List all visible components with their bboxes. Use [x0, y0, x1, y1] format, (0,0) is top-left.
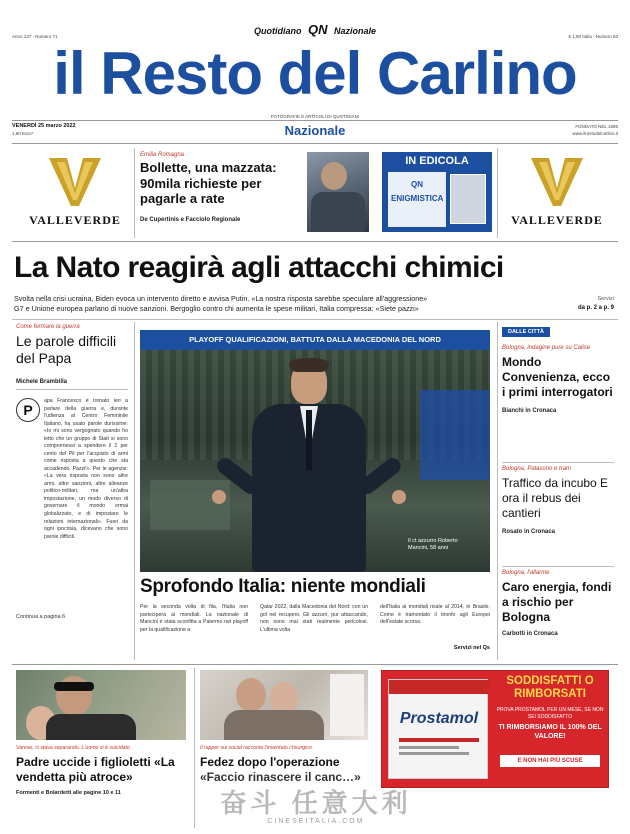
fedez-story[interactable] [200, 745, 370, 784]
main-summary-2: G7 e Unione europea parlano di nuove sanzioni. Bergoglio contro chi aumenta le spese militari, Italia compressa: «Siete pazzi» [14, 304, 419, 313]
varese-category: Varese, si stava separando. L'uomo si è suicidato [16, 745, 130, 751]
mancini-photo [140, 350, 490, 572]
varese-story[interactable] [16, 745, 191, 796]
right-story-3-category: Bologna, l'allarme [502, 570, 550, 576]
right-story-1-byline: Bianchi in Cronaca [502, 408, 557, 414]
photo-caption: Il ct azzurro Roberto Mancini, 58 anni [408, 538, 458, 552]
tagline: FOTOGRAFIE E ARTICOLI DI QUOTIDIANI [270, 114, 360, 119]
main-refs: da p. 2 a p. 9 [577, 305, 614, 311]
right-story-3-headline: Caro energia, fondi a rischio per Bologna [502, 580, 612, 624]
right-story-2-headline: Traffico da incubo E ora il rebus dei cantieri [502, 476, 609, 520]
right-story-2-byline: Rosato in Cronaca [502, 529, 556, 535]
watermark [210, 788, 422, 825]
watermark-text: 奋斗 任意大利 [220, 788, 412, 818]
ad-banner: SODDISFATTI O RIMBORSATI [506, 675, 594, 700]
masthead-title: il Resto del Carlino [53, 40, 577, 107]
fedez-headline: Fedez dopo l'operazione [200, 755, 340, 769]
varese-photo [16, 670, 186, 740]
teaser-photo [307, 152, 369, 232]
playoff-banner: PLAYOFF QUALIFICAZIONI, BATTUTA DALLA MACEDONIA DEL NORD [140, 330, 490, 350]
main-summary-1: Svolta nella crisi ucraina, Biden evoca un intervento diretto e avvisa Putin. «La nostra risposta sarebbe speculare all'aggressione» [14, 294, 428, 303]
left-column-editorial[interactable] [16, 324, 128, 620]
italia-col-3: dell'Italia ai mondiali risale al 2014, in Brasile. Come è tramontato il trionfo agli Europei dell'estate scorsa. [380, 604, 490, 626]
price-info: € 1,80 Italia - Numero 83 [568, 34, 618, 39]
right-story-3-byline: Carbotti in Cronaca [502, 631, 558, 637]
valleverde-ad-right[interactable] [502, 150, 612, 235]
quotidiano-label: Quotidiano [253, 26, 302, 36]
main-headline[interactable]: La Nato reagirà agli attacchi chimici [14, 251, 504, 284]
varese-headline: Padre uccide i figlioletti «La vendetta più atroce» [16, 755, 175, 784]
valleverde-logo-icon [45, 154, 105, 209]
fedez-subline: «Faccio rinascere il canc…» [200, 769, 361, 784]
prostamol-box [388, 679, 488, 779]
nazionale-label: Nazionale [334, 26, 377, 36]
right-story-2[interactable] [502, 466, 614, 535]
italia-col-2: Qatar 2022, dalla Macedonia del Nord: con un gol nel recupero. Gli azzurri, pur attaccando, non sono mai stati realmente pericolosi. L'ultima volta [260, 604, 368, 633]
ad-text-3: E NON HAI PIÙ SCUSE [500, 755, 600, 767]
main-refs-label: Servizi [597, 296, 614, 302]
founded-label: FONDATO NEL 1885 [575, 124, 618, 129]
edicola-product: QN ENIGMISTICA [388, 172, 446, 227]
italia-headline[interactable]: Sprofondo Italia: niente mondiali [140, 576, 426, 597]
magazine-cover-icon [450, 174, 486, 224]
issue-date: VENERDÌ 25 marzo 2022 [12, 123, 76, 129]
prostamol-brand: Prostamol [399, 710, 479, 727]
edition-label: Nazionale [284, 123, 346, 138]
masthead-topline [0, 22, 630, 37]
teaser-story[interactable] [140, 152, 305, 223]
ad-text-1: PROVA PROSTAMOL PER UN MESE, SE NON SEI SODDISFATTO [496, 707, 604, 720]
website-label: www.ilrestodelcarlino.it [572, 131, 618, 136]
editorial-author: Michele Brambilla [16, 379, 68, 385]
valleverde-ad-left[interactable] [20, 150, 130, 235]
qn-logo: QN [307, 22, 328, 37]
valleverde-brand-right: VALLEVERDE [511, 213, 603, 227]
fedez-category: Il rapper sui social racconta l'inventato chirurgico [200, 745, 312, 751]
edicola-label: IN EDICOLA [405, 155, 469, 167]
right-story-1[interactable] [502, 345, 614, 414]
editorial-continue[interactable]: Continua a pagina 6 [16, 614, 66, 620]
right-story-1-headline: Mondo Convenienza, ecco i primi interrogatori [502, 355, 613, 399]
right-story-2-category: Bologna, Palasorio e tram [502, 466, 572, 472]
teaser-category: Emilia Romagna [140, 152, 185, 158]
issue-number: Anno 137 - Numero 71 [12, 34, 58, 39]
editorial-body: apa Francesco è tornato ieri a parlare della guerra e, durante l'udienza al Centro Femminile Italiano, ha usato parole durissime: «Io mi sono vergognato quando ho letto che un gruppo di Stati si sono compromessi a spendere il 2 per cento del Pil per l'acquisto di armi come risposta a questo che sta accadendo. Pazzi!». Per le agenzie: «La vera risposta non sono altre armi, altre sanzioni, altre alleanze politico-militari, ma un'altra impostazione, un modo diverso di governare il mondo ormai globalizzato, e di impostare le relazioni internazionali». Fuori da ogni ipocrisia, dicevano che sono parole difficili. [44, 398, 128, 540]
teaser-byline: De Cupertinis e Facciolo Regionale [140, 216, 241, 223]
prostamol-ad[interactable] [381, 670, 609, 788]
valleverde-brand-left: VALLEVERDE [29, 213, 121, 227]
fedez-photo [200, 670, 368, 740]
dalle-citta-tag: DALLE CITTÀ [502, 327, 550, 337]
watermark-sub: CINESEITALIA.COM [267, 818, 365, 825]
italia-col-1: Per la seconda volta di fila, l'Italia non parteciperà ai mondiali. La nazionale di Mancini è stata sconfitta a Palermo nel playoff per la qualificazione a [140, 604, 248, 633]
italia-refs[interactable]: Servizi nel Qs [453, 645, 490, 651]
varese-byline: Formenti e Bolardetti alle pagine 10 e 11 [16, 790, 121, 796]
right-story-1-category: Bologna, indagine pure su Calise [502, 345, 591, 351]
issue-price: 1,80 Euro* [12, 131, 34, 136]
right-story-3[interactable] [502, 570, 614, 637]
editorial-headline: Le parole difficili del Papa [16, 333, 117, 366]
edicola-ad[interactable] [382, 152, 492, 232]
valleverde-logo-icon [527, 154, 587, 209]
ad-text-2: TI RIMBORSIAMO IL 100% DEL VALORE! [498, 724, 602, 741]
dropcap: P [16, 398, 40, 422]
editorial-category: Come fermare la guerra [16, 324, 80, 330]
teaser-headline: Bollette, una mazzata: 90mila richieste per pagarle a rate [140, 160, 277, 206]
